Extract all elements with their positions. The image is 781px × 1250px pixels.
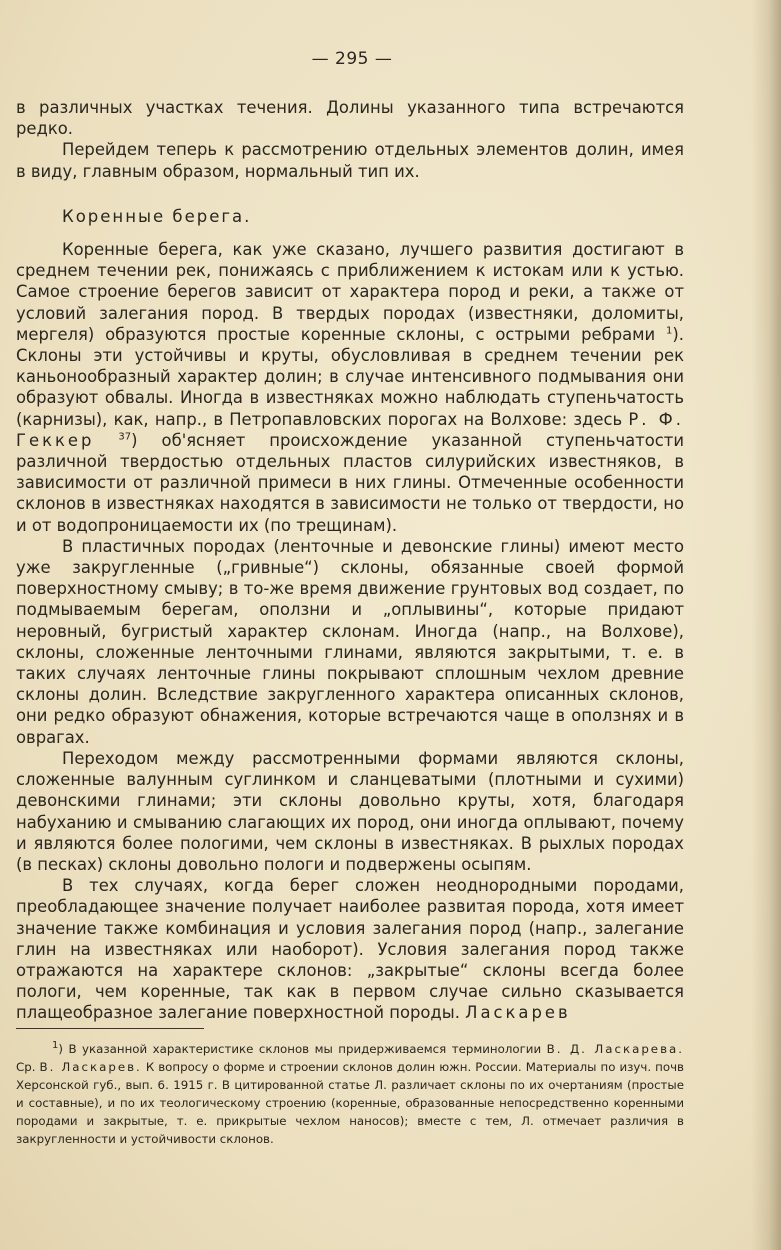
section-heading: Коренные берега. <box>62 206 252 226</box>
citation-reference: 37 <box>118 431 132 443</box>
author-name: Ласкарев <box>465 1003 571 1023</box>
author-name: В. Д. Ласкарева. <box>546 1042 684 1056</box>
text-run: ) об'ясняет происхождение указанной ступеньчатости различной твердостью отдельных пластов силурийских известняков, в зависимости от различной примеси в них глины. Отмеченные особенности склонов в известняках находятся в зависимости не только от твердости, но и от водопроницаемости их (по трещинам). <box>16 430 684 535</box>
page-number: — 295 — <box>311 49 393 69</box>
paragraph-intro: Перейдем теперь к рассмотрению отдельных элементов долин, имея в виду, главным образом, нормальный тип их. <box>16 140 684 181</box>
book-page <box>16 0 688 1250</box>
author-name: В. Ласкарев. <box>39 1060 142 1074</box>
paragraph-transitional: Переходом между рассмотренными формами являются склоны, сложенные валунным суглинком и сланцеватыми (плотными и сухими) девонскими глинами; эти склоны довольно круты, хотя, благодаря набуханию и смыванию слагающих их пород, они иногда оплывают, почему и являются более пологими, чем склоны в известняках. В рыхлых породах (в песках) склоны довольно пологи и подвержены осыпям. <box>16 748 684 874</box>
text-run: Коренные берега, как уже сказано, лучшего развития достигают в среднем течении рек, понижаясь с приближением к истокам или к устью. Самое строение берегов зависит от характера пород и реки, а также от условий залегания пород. В твердых породах (известняки, доломиты, мергеля) образуются простые коренные склоны, с острыми ребрами <box>16 240 684 344</box>
book-spine-shadow <box>751 0 781 1250</box>
paragraph-hard-rocks <box>16 239 684 536</box>
paragraph-heterogeneous <box>16 875 684 1023</box>
text-run: ) В указанной характеристике склонов мы придерживаемся терминологии <box>58 1042 542 1056</box>
main-text <box>16 97 684 1024</box>
text-run: ). Склоны эти устойчивы и круты, обусловливая в среднем течении рек каньонообразный характер долин; в случае интенсивного подмывания они образуют обвалы. Иногда в известняках можно наблюдать ступеньчатость (карнизы), как, напр., в Петропавловских порогах на Волхове: здесь <box>16 324 684 429</box>
footnote-divider <box>16 1028 204 1029</box>
text-run: Ср. <box>16 1060 36 1074</box>
footnote <box>16 1040 684 1148</box>
author-name: Р. Ф. Геккер <box>16 409 684 450</box>
footnote-mark: 1 <box>52 1040 59 1052</box>
paragraph-continued: в различных участках течения. Долины указанного типа встречаются редко. <box>16 98 684 139</box>
text-run: К вопросу о форме и строении склонов долин южн. России. Материалы по изуч. почв Херсонской губ., вып. 6. 1915 г. В цитированной статье Л. различает склоны по их очертаниям (простые и составные), и по их теологическому строению (коренные, образованные непосредственно коренными породами и закрытые, т. е. прикрытые чехлом наносов); вместе с тем, Л. отмечает различия в закругленности и устойчивости склонов. <box>16 1060 684 1146</box>
paragraph-plastic-rocks: В пластичных породах (ленточные и девонские глины) имеют место уже закругленные („гривные“) склоны, обязанные своей формой поверхностному смыву; в то-же время движение грунтовых вод создает, по подмываемым берегам, оползни и „оплывины“, которые придают неровный, бугристый характер склонам. Иногда (напр., на Волхове), склоны, сложенные ленточными глинами, являются закрытыми, т. е. в таких случаях ленточные глины покрывают сплошным чехлом древние склоны долин. Вследствие закругленного характера описанных склонов, они редко образуют обнажения, которые встречаются чаще в оползнях и в оврагах. <box>16 536 684 747</box>
text-run: В тех случаях, когда берег сложен неоднородными породами, преобладающее значение получает наиболее развитая порода, хотя имеет значение также комбинация и условия залегания пород (напр., залегание глин на известняках или наоборот). Условия залегания пород также отражаются на характере склонов: „закрытые“ склоны всегда более пологи, чем коренные, так как в первом случае сильно сказывается плащеобразное залегание поверхностной породы. <box>16 876 684 1023</box>
footnote-reference: 1 <box>666 325 673 337</box>
